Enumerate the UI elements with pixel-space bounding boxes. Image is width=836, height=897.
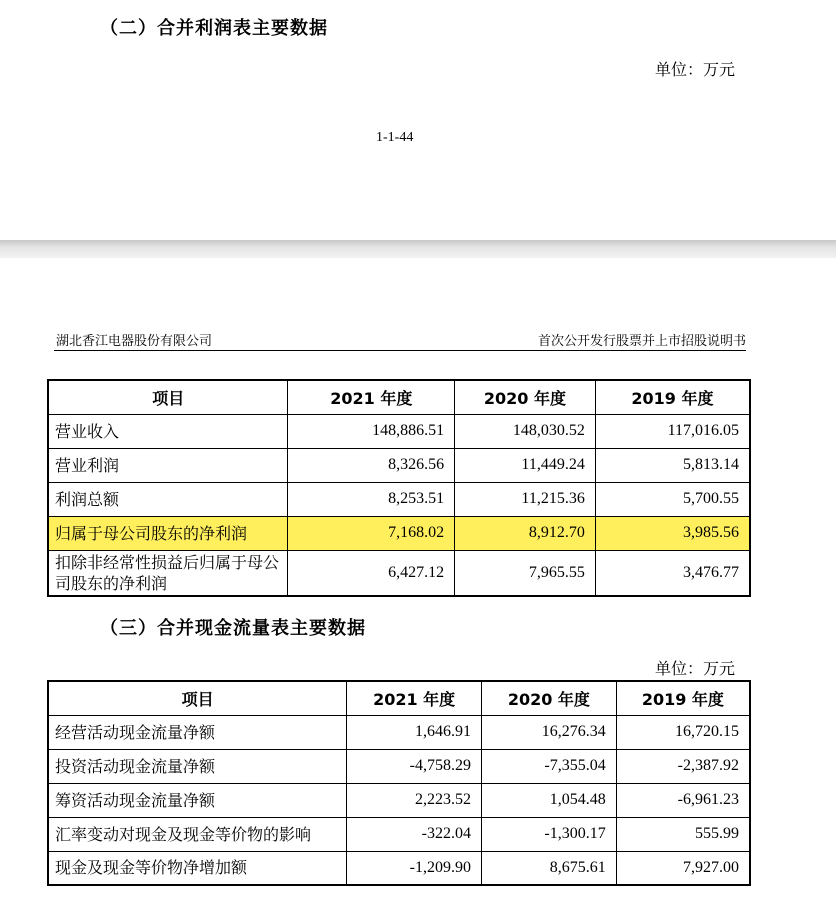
row-item: 投资活动现金流量净额 — [48, 749, 347, 783]
header-2021: 2021 年度 — [288, 380, 455, 414]
header-2020: 2020 年度 — [455, 380, 596, 414]
row-value-2019: 555.99 — [616, 817, 750, 851]
row-item: 利润总额 — [48, 482, 288, 516]
row-item: 汇率变动对现金及现金等价物的影响 — [48, 817, 347, 851]
profit-section-title: （二）合并利润表主要数据 — [100, 18, 328, 39]
table-row — [48, 749, 750, 783]
row-item: 筹资活动现金流量净额 — [48, 783, 347, 817]
row-value-2021: 6,427.12 — [288, 550, 455, 596]
row-value-2021: 1,646.91 — [347, 715, 482, 749]
row-value-2019: 16,720.15 — [616, 715, 750, 749]
header-item: 项目 — [48, 380, 288, 414]
row-value-2021: 8,253.51 — [288, 482, 455, 516]
header-item: 项目 — [48, 681, 347, 715]
table-row — [48, 817, 750, 851]
company-name: 湖北香江电器股份有限公司 — [56, 334, 213, 349]
cash-unit-label: 单位：万元 — [655, 661, 736, 678]
row-value-2020: 8,912.70 — [455, 516, 596, 550]
table-row — [48, 715, 750, 749]
row-value-2019: -2,387.92 — [616, 749, 750, 783]
header-2020: 2020 年度 — [482, 681, 617, 715]
header-2021: 2021 年度 — [347, 681, 482, 715]
table-row — [48, 414, 750, 448]
row-value-2019: 117,016.05 — [595, 414, 750, 448]
row-value-2020: 11,215.36 — [455, 482, 596, 516]
page-number: 1-1-44 — [376, 130, 414, 145]
table-row — [48, 482, 750, 516]
header-2019: 2019 年度 — [616, 681, 750, 715]
row-value-2019: 5,700.55 — [595, 482, 750, 516]
row-value-2020: -7,355.04 — [482, 749, 617, 783]
row-value-2019: -6,961.23 — [616, 783, 750, 817]
doc-title: 首次公开发行股票并上市招股说明书 — [537, 334, 746, 349]
row-value-2020: -1,300.17 — [482, 817, 617, 851]
row-item: 营业利润 — [48, 448, 288, 482]
row-value-2021: -4,758.29 — [347, 749, 482, 783]
table-row — [48, 851, 750, 885]
cash-section-title: （三）合并现金流量表主要数据 — [100, 618, 366, 639]
table-row — [48, 550, 750, 596]
cash-flow-table — [47, 680, 751, 886]
row-value-2020: 11,449.24 — [455, 448, 596, 482]
table-row-highlighted — [48, 516, 750, 550]
doc-header — [54, 330, 746, 351]
row-item: 营业收入 — [48, 414, 288, 448]
row-value-2021: 7,168.02 — [288, 516, 455, 550]
table-row — [48, 448, 750, 482]
row-value-2019: 3,476.77 — [595, 550, 750, 596]
row-value-2019: 7,927.00 — [616, 851, 750, 885]
row-value-2020: 16,276.34 — [482, 715, 617, 749]
row-item: 归属于母公司股东的净利润 — [48, 516, 288, 550]
profit-unit-label: 单位：万元 — [655, 62, 736, 79]
row-value-2020: 148,030.52 — [455, 414, 596, 448]
table-header-row — [48, 681, 750, 715]
row-item: 经营活动现金流量净额 — [48, 715, 347, 749]
row-item: 现金及现金等价物净增加额 — [48, 851, 347, 885]
row-value-2021: 148,886.51 — [288, 414, 455, 448]
row-value-2019: 5,813.14 — [595, 448, 750, 482]
page-gap — [0, 240, 836, 258]
table-header-row — [48, 380, 750, 414]
profit-table — [47, 379, 751, 597]
row-value-2021: 8,326.56 — [288, 448, 455, 482]
row-value-2021: 2,223.52 — [347, 783, 482, 817]
row-value-2021: -322.04 — [347, 817, 482, 851]
row-value-2021: -1,209.90 — [347, 851, 482, 885]
row-value-2020: 1,054.48 — [482, 783, 617, 817]
header-2019: 2019 年度 — [595, 380, 750, 414]
row-value-2020: 7,965.55 — [455, 550, 596, 596]
table-row — [48, 783, 750, 817]
row-item: 扣除非经常性损益后归属于母公司股东的净利润 — [48, 550, 288, 596]
row-value-2020: 8,675.61 — [482, 851, 617, 885]
row-value-2019: 3,985.56 — [595, 516, 750, 550]
